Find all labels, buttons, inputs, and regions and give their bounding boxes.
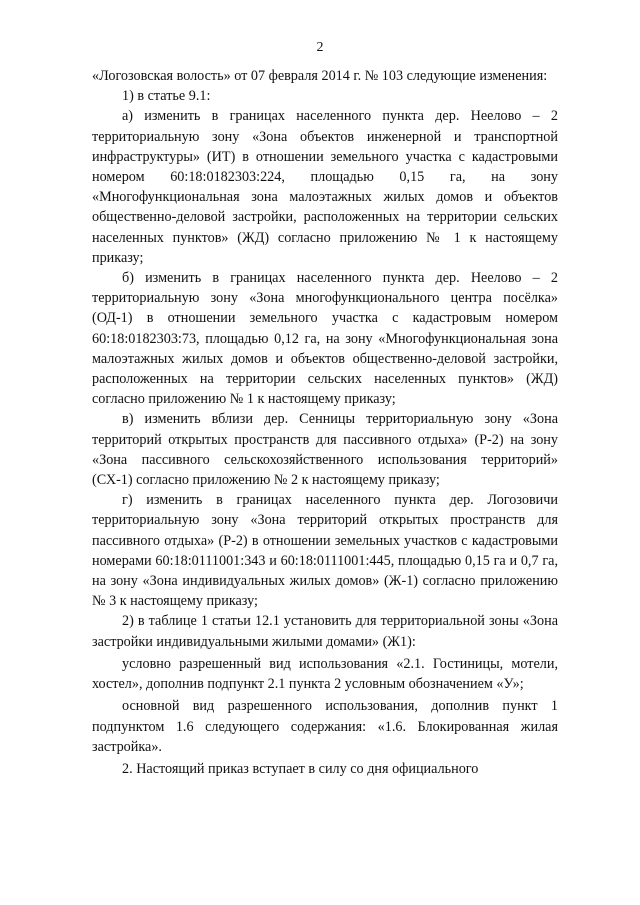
paragraph-item-g: г) изменить в границах населенного пункта дер. Логозовичи территориальную зону «Зона территорий открытых пространств для пассивного отдыха» (Р-2) в отношении земельных участков с кадастровыми номерами 60:18:0111001:343 и 60:18:0111001:445, площадью 0,15 га и 0,7 га, на зону «Зона индивидуальных жилых домов» (Ж-1) согласно приложению № 3 к настоящему приказу;: [92, 492, 558, 610]
paragraph-effective-date: 2. Настоящий приказ вступает в силу со дня официального: [122, 760, 479, 777]
paragraph-intro: «Логозовская волость» от 07 февраля 2014 г. № 103 следующие изменения:: [92, 68, 548, 84]
paragraph-table-12-1: 2) в таблице 1 статьи 12.1 установить для территориальной зоны «Зона застройки индивидуальными жилыми домами» (Ж1):: [92, 613, 558, 650]
paragraph-item-a: а) изменить в границах населенного пункта дер. Неелово – 2 территориальную зону «Зона объектов инженерной и транспортной инфраструктуры» (ИТ) в отношении земельного участка с кадастровыми номером 60:18:0182303:224, площадью 0,15 га, на зону «Многофункциональная зона малоэтажных жилых домов и объектов общественно-деловой застройки, расположенных на территории сельских населенных пунктов» (ЖД) согласно приложению № 1 к настоящему приказу;: [92, 108, 558, 266]
paragraph-article-9-1: 1) в статье 9.1:: [122, 88, 211, 105]
page-number: 2: [316, 40, 324, 55]
paragraph-item-b: б) изменить в границах населенного пункта дер. Неелово – 2 территориальную зону «Зона многофункционального центра посёлка» (ОД-1) в отношении земельного участка с кадастровым номером 60:18:0182303:73, площадью 0,12 га, на зону «Многофункциональная зона малоэтажных жилых домов и объектов общественно-деловой застройки, расположенных на территории сельских населенных пунктов» (ЖД) согласно приложению № 1 к настоящему приказу;: [92, 270, 558, 408]
document-body: [92, 66, 558, 779]
paragraph-conditional-use: условно разрешенный вид использования «2.1. Гостиницы, мотели, хостел», дополнив подпункт 2.1 пункта 2 условным обозначением «У»;: [92, 655, 558, 693]
paragraph-main-use: основной вид разрешенного использования, дополнив пункт 1 подпунктом 1.6 следующего содержания: «1.6. Блокированная жилая застройка».: [92, 698, 558, 755]
paragraph-item-v: в) изменить вблизи дер. Сенницы территориальную зону «Зона территорий открытых пространств для пассивного отдыха» (Р-2) на зону «Зона пассивного сельскохозяйственного использования территорий» (СХ-1) согласно приложению № 2 к настоящему приказу;: [92, 411, 558, 489]
